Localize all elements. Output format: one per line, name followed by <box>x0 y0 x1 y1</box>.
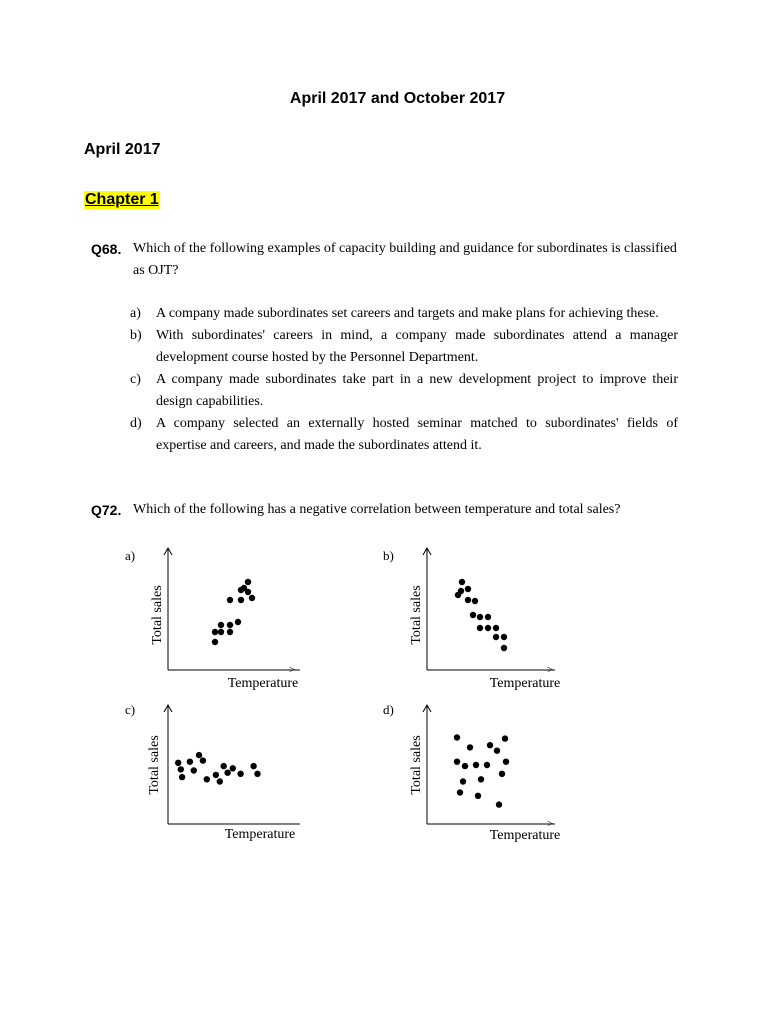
data-point-2 <box>457 789 463 795</box>
plot-label: b) <box>383 548 394 563</box>
x-axis-label: Temperature <box>489 828 561 843</box>
question-text-q68: Which of the following examples of capacity building and guidance for subordinates is classified as OJT? <box>133 241 677 278</box>
data-point-12 <box>249 595 255 601</box>
data-point-10 <box>245 579 251 585</box>
data-point-12 <box>499 771 505 777</box>
data-point-12 <box>493 634 499 640</box>
x-axis-label: Temperature <box>227 676 299 691</box>
data-point-0 <box>175 760 181 766</box>
option-text: With subordinates' careers in mind, a company made subordinates attend a manager development course hosted by the Personnel Department. <box>156 328 678 365</box>
question-number-q72: Q72. <box>91 502 122 518</box>
data-point-15 <box>496 801 502 807</box>
data-point-5 <box>467 744 473 750</box>
option-c <box>130 369 678 413</box>
data-point-3 <box>218 629 224 635</box>
data-point-1 <box>454 759 460 765</box>
data-point-8 <box>478 776 484 782</box>
data-point-2 <box>179 774 185 780</box>
data-point-1 <box>212 629 218 635</box>
data-point-9 <box>485 614 491 620</box>
data-point-11 <box>494 748 500 754</box>
option-text: A company made subordinates take part in a new development project to improve their design capabilities. <box>156 372 678 409</box>
x-axis-label: Temperature <box>489 676 561 691</box>
option-letter: c) <box>130 372 141 387</box>
data-point-14 <box>503 759 509 765</box>
data-point-2 <box>218 622 224 628</box>
data-point-9 <box>484 762 490 768</box>
data-point-14 <box>250 763 256 769</box>
data-point-1 <box>459 579 465 585</box>
data-points <box>212 579 255 645</box>
option-text: A company made subordinates set careers and targets and make plans for achieving these. <box>156 306 659 321</box>
section-heading: April 2017 <box>84 141 161 158</box>
data-point-15 <box>254 771 260 777</box>
data-point-10 <box>485 625 491 631</box>
option-text: A company selected an externally hosted seminar matched to subordinates' fields of expertise and careers, and made the subordinates attend it. <box>156 416 678 453</box>
y-axis-label: Total sales <box>147 735 162 795</box>
data-point-13 <box>237 771 243 777</box>
data-point-5 <box>472 598 478 604</box>
data-point-5 <box>227 622 233 628</box>
answer-options-q68 <box>130 303 678 457</box>
data-point-2 <box>458 588 464 594</box>
option-letter: d) <box>130 416 142 431</box>
data-point-8 <box>213 772 219 778</box>
question-number-q68: Q68. <box>91 241 122 257</box>
y-axis-label: Total sales <box>409 585 424 645</box>
x-axis-arrow: > <box>547 664 554 676</box>
plot-d <box>383 702 560 843</box>
data-point-12 <box>230 765 236 771</box>
data-point-7 <box>475 793 481 799</box>
document-title: April 2017 and October 2017 <box>289 90 506 107</box>
data-point-6 <box>227 597 233 603</box>
plot-label: a) <box>125 548 136 563</box>
option-b <box>130 325 678 369</box>
data-point-10 <box>221 763 227 769</box>
plot-b <box>383 548 560 691</box>
data-point-13 <box>502 735 508 741</box>
data-point-7 <box>235 619 241 625</box>
scatter-plot-grid <box>115 540 585 850</box>
data-point-5 <box>196 752 202 758</box>
data-point-11 <box>224 770 230 776</box>
data-point-6 <box>473 762 479 768</box>
data-point-0 <box>454 734 460 740</box>
data-point-1 <box>178 766 184 772</box>
option-letter: b) <box>130 328 142 343</box>
question-text-q72: Which of the following has a negative correlation between temperature and total sales? <box>133 502 621 517</box>
data-point-10 <box>487 742 493 748</box>
plot-label: c) <box>125 702 136 717</box>
x-axis-arrow: > <box>547 818 554 830</box>
data-points <box>455 579 507 651</box>
scatter-plots-svg <box>115 540 585 850</box>
chapter-heading: Chapter 1 <box>85 191 159 208</box>
option-d <box>130 413 678 457</box>
data-points <box>454 734 509 808</box>
data-point-11 <box>493 625 499 631</box>
option-a <box>130 303 678 325</box>
data-point-3 <box>460 778 466 784</box>
data-point-4 <box>191 767 197 773</box>
data-point-4 <box>465 597 471 603</box>
y-axis-label: Total sales <box>150 585 165 645</box>
y-axis-label: Total sales <box>409 735 424 795</box>
plot-a <box>125 548 300 691</box>
data-point-13 <box>241 585 247 591</box>
data-point-8 <box>477 625 483 631</box>
data-point-7 <box>477 614 483 620</box>
data-point-6 <box>200 757 206 763</box>
data-points <box>175 752 261 785</box>
data-point-6 <box>470 612 476 618</box>
data-point-7 <box>204 776 210 782</box>
plot-c <box>125 702 300 842</box>
data-point-14 <box>501 645 507 651</box>
data-point-3 <box>187 759 193 765</box>
x-axis-label: Temperature <box>224 827 296 842</box>
data-point-3 <box>465 586 471 592</box>
data-point-4 <box>227 629 233 635</box>
data-point-8 <box>238 597 244 603</box>
data-point-9 <box>217 778 223 784</box>
x-axis-arrow: > <box>289 664 296 676</box>
plot-label: d) <box>383 702 394 717</box>
data-point-4 <box>462 763 468 769</box>
option-letter: a) <box>130 306 141 321</box>
data-point-0 <box>212 639 218 645</box>
data-point-13 <box>501 634 507 640</box>
